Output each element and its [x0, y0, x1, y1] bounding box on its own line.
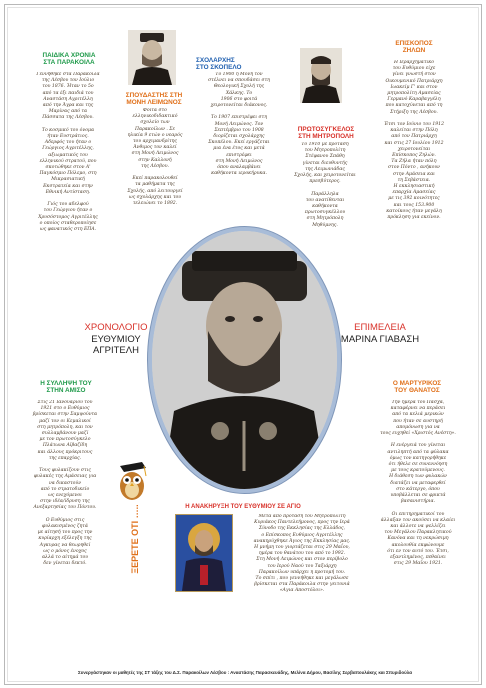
- young-monk-photo: [128, 30, 176, 85]
- heading-protosyngelos: ΠΡΩΤΟΣΥΓΚΕΛΟΣ ΣΤΗ ΜΗΤΡΟΠΟΛΗ: [297, 126, 355, 141]
- text-childhood: Γεννήθηκε στα Παράκοιλα της Λέσβου τον Ιούλιο του 1876. Ήταν το 5ο από τα έξι παιδιά του Αναστάση Αγριτέλλη από την Άγρα και της Μαρίνας από τα Πάσσατα της Λέσβου. Το κοσμικό του όνομα ήταν Ευστράτιος. Αδερφός του ήταν ο Γεώργιος Αγριτέλλης, αξιωματικός του ελληνικού στρατού, που σκοτώθηκε στον Α' Παγκόσμιο Πόλεμο, στη Μικρασιατική Εκστρατεία και στην Εθνική Αντίσταση. Γιός του αδελφού του Γεώργιου ήταν ο Χρυσόστομος Αγριτέλλης ο οποίος σταθεροποίησε ως φανατικός στη ΕΠΑ.: [36, 72, 100, 233]
- heading-studies-leimonos: ΣΠΟΥΔΑΣΤΗΣ ΣΤΗ ΜΟΝΗ ΛΕΙΜΩΝΟΣ: [125, 92, 183, 107]
- heading-did-you-know: ΞΕΡΕΤΕ ΟΤΙ …..: [130, 504, 140, 574]
- heading-bishop-zilon: ΕΠΙΣΚΟΠΟΣ ΖΗΛΩΝ: [395, 40, 433, 55]
- heading-martyrdom: Ο ΜΑΡΤΥΡΙΚΟΣ ΤΟΥ ΘΑΝΑΤΟΣ: [392, 380, 442, 395]
- text-studies-leimonos: Φοιτά στο ελληνικοδιδακτικό σχολείο των Παρακοίλων . Σε ηλικία 9 ετών ο νεαρός του αρχιμανδρίτης Άνθιμος τον καλεί στη Μονή Λειμώνος στην Καλλονή της Λέσβου. Εκεί παρακολουθεί τα μαθήματα της Σχολής, από λειτουργεί ως σχολάρχης και του τελειώνει το 1892.: [127, 108, 183, 207]
- heading-editing: ΕΠΙΜΕΛΕΙΑ: [354, 322, 406, 333]
- bishop-portrait-photo: [148, 227, 341, 493]
- text-protosyngelos: Το 1910 με πρόταση του Μητροπολίτη Στέφανου Σπάθη γίνεται διευθυντής της Λειμωνιάδας Σχολής, και χειροτονείται πρεσβύτερος. Παράλληλα του ανατίθενται καθήκοντα πρωτοσυγκέλλου στη Μητρόπολη Μηθύμνης.: [294, 142, 356, 228]
- heading-arrest-amiso: Η ΣΥΛΛΗΨΗ ΤΟΥ ΣΤΗΝ ΑΜΙΣΟ: [40, 380, 92, 395]
- heading-school-skopelos: ΣΧΟΛΑΡΧΗΣ ΣΤΟ ΣΚΟΠΕΛΟ: [196, 57, 242, 72]
- heading-canonization: Η ΑΝΑΚΗΡΥΞΗ ΤΟΥ ΕΥΘΥΜΙΟΥ ΣΕ ΑΓΙΟ: [185, 504, 301, 510]
- text-bishop-zilon: Η Ιεραρχηματικό του Ευθύμιου είχε γίνει γνωστή στον Οικουμενικό Πατριάρχη Ιωακείμ Γ' και στον μητροπολίτη Αμασείας Γερμανό Καραβαγγέλη που κατοχύνεται από τη Στήριξη της Λέσβου. Έτσι τον Ιούνιο του 1912 καλείται στην Πόλη από τον Πατριάρχη και στις 27 Ιουλίου 1912 χειροτονείται Επίσκοπος Ζηλών. Τα Ζήλα ήταν πόλη στον Πόντο , ανήκουν στην Αμάσεια και τη Σεβάστεια. Η εκκλησιαστική επαρχία Αμασείας με τις 392 κοινότητες και τους 153.900 κατοίκους ήταν μεγάλη πρόκληση για εκείνον.: [383, 60, 445, 221]
- text-canonization: Μετά από πρόταση του Μητροπολίτη Κυριάκος Παντελεήμονος, προς την Ιερά Σύνοδο της Εκκλησίας της Ελλάδος, ο Επίσκοπος Ευθύμιος Αγριτέλλης ανακηρύχθηκε Άγιος της Εκκλησίας μας. Η μνήμη του γιορτάζεται στις 29 Μαΐου, ημέρα του θανάτου του από το 1992. Στη Μονή Λειμώνος και στον περίβολο του Ιερού Ναού του Ταξιάρχη Παρακοίλων υπάρχει η προτομή του. Το σπίτι , που γεννήθηκε και μεγάλωσε βρίσκεται στα Παράκοιλα στην γειτονιά «Αγια Αποστόλοι».: [253, 514, 351, 594]
- heading-editing-name: ΜΑΡΙΝΑ ΓΙΑΒΑΣΗ: [340, 334, 420, 345]
- priest-photo: [300, 48, 342, 103]
- saint-icon-painting: [175, 514, 233, 592]
- heading-chronology: ΧΡΟΝΟΛΟΓΙΟ: [84, 322, 148, 333]
- heading-chronology-name: ΕΥΘΥΜΙΟΥ ΑΓΡΙΤΕΛΗ: [91, 334, 141, 356]
- heading-childhood: ΠΑΙΔΙΚΑ ΧΡΟΝΙΑ ΣΤΑ ΠΑΡΑΚΟΙΛΑ: [42, 52, 96, 67]
- text-martyrdom: Την ημέρα του Πάσχα, καταφέρνει να περάσει από τα κελιά μερικών που ήταν σε αυστηρή απομόνωση για να τους ευχηθεί «Χριστός Ανέστη». Η ενέργειά του γίνεται αντιληπτή από τα φύλακα όμως τον κατηγορήθηκε ότι ήθελε σε συνεννόηση με τους κρατούμενους. Η διάθεση των φυλακών διατάζει να μεταφερθεί στο κάτεργο, όπου υποβάλλεται σε φρικτά βασανιστήρια. Οι επιτηρηματικοί του άλλαξαν τον ακούσει να κλαίει και άλλοτε να ψελλίζει του Μεγάλου Παρακλητικού Κανόνα και τη νεκρώσιμη ακολουθία εκφώνουμε ότι εν τον αυτό του. Έτσι, εξαντλημένος, πεθαίνει στις 29 Μαΐου 1921.: [380, 400, 456, 567]
- owl-graduate-icon: [112, 458, 152, 504]
- text-arrest-amiso: Στις 21 Ιανουαρίου του 1921 στο ο Ευθύμιος βρίσκεται στην Σαμψούντα μαζί τον οι Κεμαλικοί στη μητρόπολη, και τον συλλαμβάνουν μαζί με τον πρωτοσύγκελο Πλάτωνα Αϊβαζίδη και άλλους πρόκριτους της επαρχίας. Τους φυλακίζουν στις φυλακές της Αμάσειας για να δικαστούν από το στρατοδικείο ως ενεχόμενοι στην ιδέα/ίδρυση της Ανεξαρτησίας του Πόντου. Ο Ευθύμιος στις φυλακισμένος ζητά με αίτησή του προς την κυρίαρχη εξέλεγξη της Αγκυρας να θεωρηθεί ως ο μόνος ένοχος αλλά το αίτημά του δεν γίνεται δεκτό.: [32, 400, 98, 567]
- text-school-skopelos: Το 1900 η Μονή τον στέλνει να σπουδάσει στη Θεολογική Σχολή της Χάλκης. Το 1906 στο φοιτά χειροτονείται διάκονος. Το 1907 επιστρέφει στη Μονή Λειμώνος. Τον Σεπτέμβριο του 1908 διορίζεται σχολάρχης Σκοπέλου. Εκεί εργάζεται μια ένα έτος και μετά επιστρέφει στη Μονή Λειμώνος όπου αναλαμβάνει καθήκοντα ιεροκήρυκα.: [208, 72, 270, 177]
- footer-credits: Συνεργάστηκαν οι μαθητές της ΣΤ τάξης του Δ.Σ. Παρακοίλων Λέσβου : Αναστάσης Παρασκευάδης, Μελίνα Δήμου, Βασίλης Σερβαπουλάκης και Σπυριδούλα: [78, 670, 412, 675]
